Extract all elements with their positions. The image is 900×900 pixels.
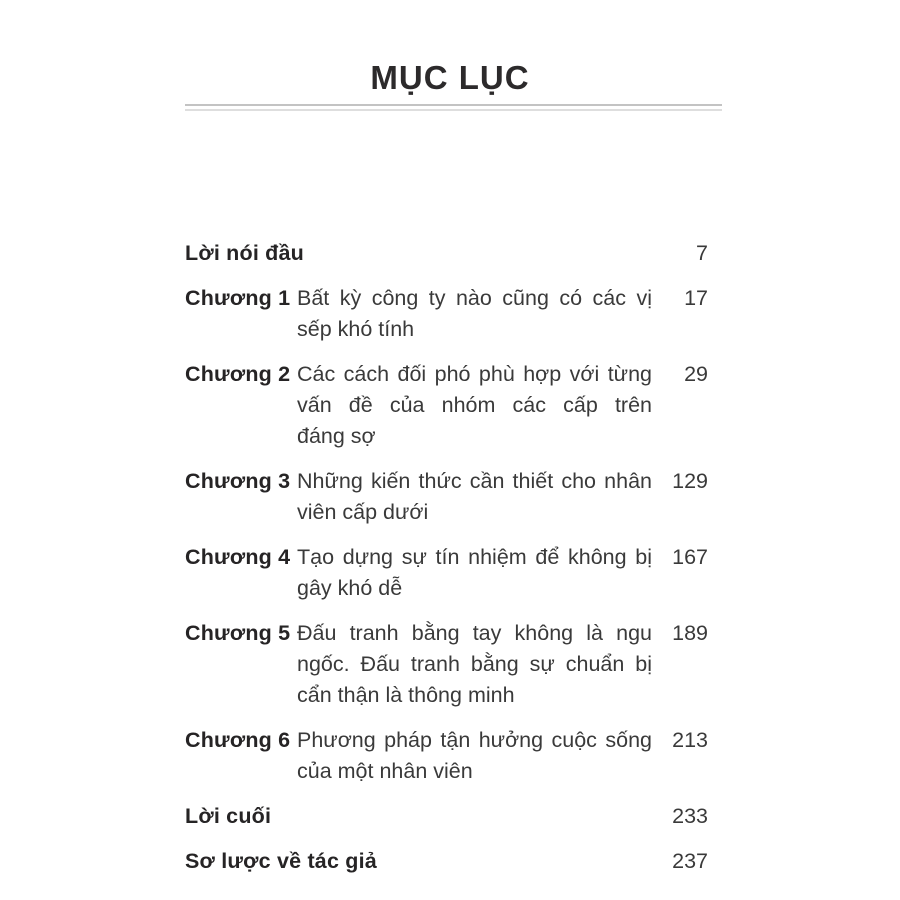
entry-title	[297, 359, 652, 452]
entry-title-line: Đấu tranh bằng tay không là ngu	[297, 621, 652, 645]
entry-label: Chương 4	[185, 545, 291, 569]
entry-title-line: vấn đề của nhóm các cấp trên	[297, 393, 652, 417]
entry-title-line: Những kiến thức cần thiết cho nhân	[297, 469, 652, 493]
entry-page-number: 189	[672, 621, 708, 645]
toc-list	[185, 238, 708, 877]
toc-entry	[185, 359, 708, 452]
entry-title-line: Các cách đối phó phù hợp với từng	[297, 362, 652, 386]
entry-title-line: Bất kỳ công ty nào cũng có các vị	[297, 286, 652, 310]
toc-entry	[185, 466, 708, 528]
entry-page-number: 233	[672, 804, 708, 828]
toc-entry	[185, 283, 708, 345]
title-divider	[185, 104, 722, 111]
entry-title-line: gây khó dễ	[297, 576, 403, 600]
entry-page-number: 29	[684, 362, 708, 386]
entry-page-number: 129	[672, 469, 708, 493]
entry-page-number: 237	[672, 849, 708, 873]
entry-label: Lời nói đầu	[185, 241, 305, 265]
entry-label: Sơ lược về tác giả	[185, 849, 377, 873]
entry-title-line: đáng sợ	[297, 424, 376, 448]
toc-entry	[185, 238, 708, 269]
entry-label: Chương 5	[185, 621, 291, 645]
toc-entry	[185, 542, 708, 604]
entry-page-number: 7	[696, 241, 708, 265]
entry-title-line: sếp khó tính	[297, 317, 415, 341]
entry-title	[297, 542, 652, 604]
entry-label: Chương 1	[185, 286, 291, 310]
toc-entry	[185, 725, 708, 787]
entry-label: Lời cuối	[185, 804, 272, 828]
entry-title	[297, 725, 652, 787]
entry-title-line: Tạo dựng sự tín nhiệm để không bị	[297, 545, 652, 569]
toc-entry	[185, 801, 708, 832]
toc-entry	[185, 618, 708, 711]
entry-page-number: 17	[684, 286, 708, 310]
entry-title	[297, 466, 652, 528]
entry-title-line: cẩn thận là thông minh	[297, 683, 515, 707]
entry-label: Chương 3	[185, 469, 291, 493]
entry-page-number: 167	[672, 545, 708, 569]
entry-label: Chương 2	[185, 362, 291, 386]
page-title: MỤC LỤC	[370, 59, 530, 96]
toc-entry	[185, 846, 708, 877]
entry-title-line: ngốc. Đấu tranh bằng sự chuẩn bị	[297, 652, 652, 676]
entry-page-number: 213	[672, 728, 708, 752]
entry-title-line: Phương pháp tận hưởng cuộc sống	[297, 728, 652, 752]
entry-title	[297, 618, 652, 711]
entry-title-line: viên cấp dưới	[297, 500, 429, 524]
entry-title	[297, 283, 652, 345]
entry-title-line: của một nhân viên	[297, 759, 473, 783]
entry-label: Chương 6	[185, 728, 291, 752]
